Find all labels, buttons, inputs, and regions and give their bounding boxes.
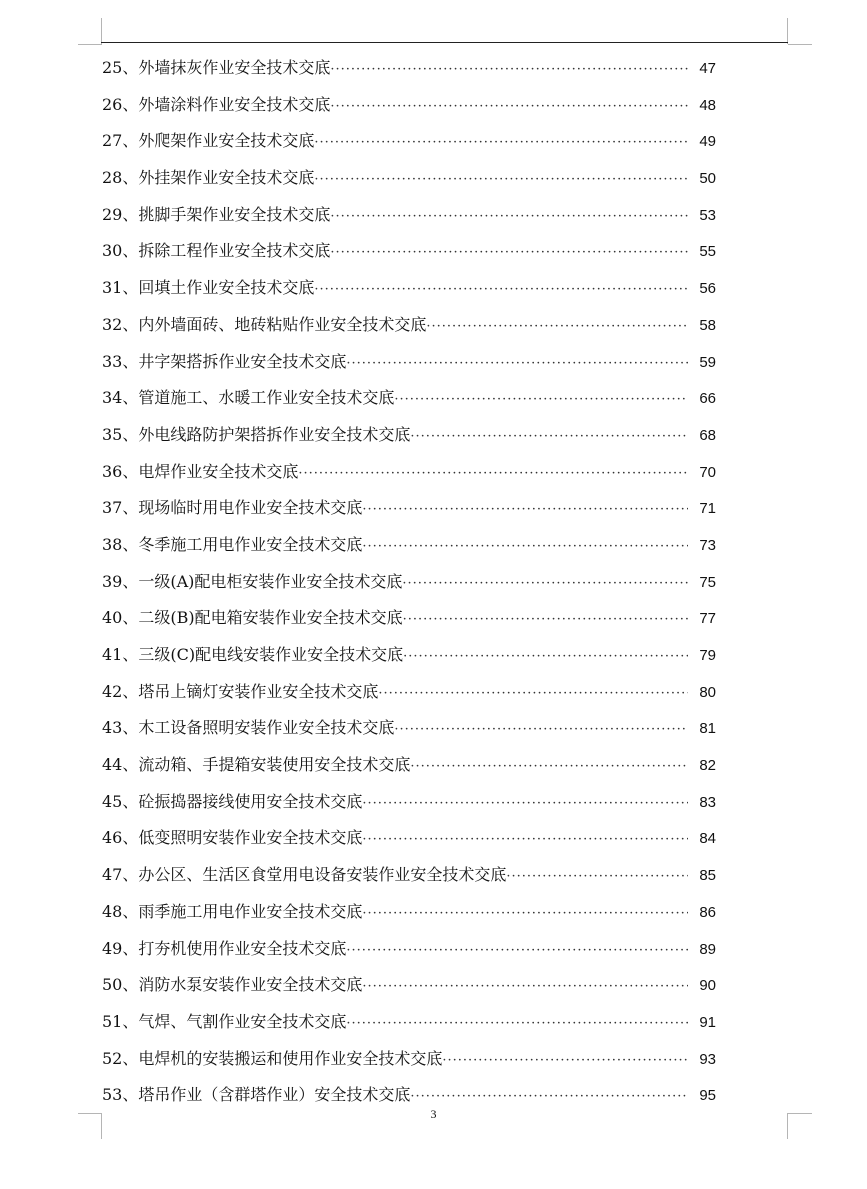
- header-rule: [101, 42, 788, 43]
- toc-entry[interactable]: [102, 747, 716, 784]
- toc-entry-title: 28、外挂架作业安全技术交底: [102, 168, 315, 188]
- toc-dot-leader: [394, 712, 688, 749]
- toc-entry-title: 39、一级(A)配电柜安装作业安全技术交底: [102, 571, 403, 591]
- crop-mark-top-right: [787, 18, 788, 44]
- toc-entry[interactable]: [102, 233, 716, 270]
- toc-dot-leader: [378, 676, 688, 713]
- toc-entry-page-number: 93: [699, 1050, 716, 1068]
- toc-entry-page-number: 58: [699, 316, 716, 334]
- toc-entry-page-number: 66: [699, 390, 716, 408]
- table-of-contents: [102, 50, 716, 1114]
- toc-entry-title: 32、内外墙面砖、地砖粘贴作业安全技术交底: [102, 314, 427, 334]
- toc-entry[interactable]: [102, 160, 716, 197]
- toc-dot-leader: [442, 1043, 688, 1080]
- toc-entry-page-number: 73: [699, 536, 716, 554]
- toc-entry-title: 52、电焊机的安装搬运和使用作业安全技术交底: [102, 1048, 443, 1068]
- toc-entry-title: 27、外爬架作业安全技术交底: [102, 131, 315, 151]
- crop-mark-top-left: [101, 18, 102, 44]
- toc-entry-page-number: 80: [699, 683, 716, 701]
- toc-entry-page-number: 53: [699, 206, 716, 224]
- toc-dot-leader: [402, 566, 688, 603]
- toc-entry-page-number: 89: [699, 940, 716, 958]
- toc-entry[interactable]: [102, 857, 716, 894]
- toc-dot-leader: [362, 786, 688, 823]
- toc-entry-title: 40、二级(B)配电箱安装作业安全技术交底: [102, 608, 403, 628]
- toc-dot-leader: [362, 529, 688, 566]
- toc-dot-leader: [314, 125, 688, 162]
- toc-entry-page-number: 70: [699, 463, 716, 481]
- toc-entry[interactable]: [102, 967, 716, 1004]
- toc-dot-leader: [314, 162, 688, 199]
- toc-entry-page-number: 91: [699, 1013, 716, 1031]
- toc-dot-leader: [410, 749, 688, 786]
- crop-mark-top-right: [788, 44, 812, 45]
- toc-entry-page-number: 86: [699, 903, 716, 921]
- toc-entry-title: 38、冬季施工用电作业安全技术交底: [102, 534, 363, 554]
- toc-entry-title: 47、办公区、生活区食堂用电设备安装作业安全技术交底: [102, 865, 507, 885]
- toc-entry-page-number: 48: [699, 96, 716, 114]
- toc-dot-leader: [426, 309, 688, 346]
- toc-entry-page-number: 90: [699, 977, 716, 995]
- toc-dot-leader: [330, 52, 688, 89]
- toc-entry-title: 25、外墙抹灰作业安全技术交底: [102, 58, 331, 77]
- toc-entry-title: 50、消防水泵安装作业安全技术交底: [102, 975, 363, 995]
- toc-entry-title: 30、拆除工程作业安全技术交底: [102, 241, 331, 261]
- toc-entry-title: 37、现场临时用电作业安全技术交底: [102, 498, 363, 518]
- toc-dot-leader: [362, 492, 688, 529]
- toc-entry[interactable]: [102, 197, 716, 234]
- toc-entry-title: 31、回填土作业安全技术交底: [102, 278, 315, 298]
- toc-dot-leader: [346, 346, 688, 383]
- toc-entry-page-number: 82: [699, 757, 716, 775]
- toc-entry-title: 49、打夯机使用作业安全技术交底: [102, 938, 347, 958]
- toc-entry-page-number: 49: [699, 133, 716, 151]
- toc-entry-title: 29、挑脚手架作业安全技术交底: [102, 204, 331, 224]
- toc-entry-page-number: 77: [699, 610, 716, 628]
- toc-entry[interactable]: [102, 894, 716, 931]
- toc-entry[interactable]: [102, 600, 716, 637]
- toc-entry[interactable]: [102, 307, 716, 344]
- toc-dot-leader: [362, 896, 688, 933]
- toc-dot-leader: [506, 859, 688, 896]
- toc-entry-page-number: 68: [699, 426, 716, 444]
- toc-entry-title: 45、砼振捣器接线使用安全技术交底: [102, 791, 363, 811]
- toc-entry-title: 34、管道施工、水暖工作业安全技术交底: [102, 388, 395, 408]
- toc-entry-title: 35、外电线路防护架搭拆作业安全技术交底: [102, 424, 411, 444]
- toc-entry[interactable]: [102, 87, 716, 124]
- toc-entry-page-number: 79: [699, 647, 716, 664]
- toc-entry-page-number: 47: [699, 60, 716, 77]
- toc-entry[interactable]: [102, 1004, 716, 1041]
- toc-entry-page-number: 85: [699, 867, 716, 885]
- toc-entry-page-number: 95: [699, 1087, 716, 1105]
- toc-entry-title: 44、流动箱、手提箱安装使用安全技术交底: [102, 755, 411, 775]
- toc-entry-title: 48、雨季施工用电作业安全技术交底: [102, 901, 363, 921]
- toc-dot-leader: [314, 272, 688, 309]
- toc-entry-title: 36、电焊作业安全技术交底: [102, 461, 299, 481]
- toc-entry[interactable]: [102, 710, 716, 747]
- toc-dot-leader: [394, 382, 688, 419]
- toc-entry-title: 26、外墙涂料作业安全技术交底: [102, 94, 331, 114]
- toc-entry-page-number: 81: [699, 720, 716, 738]
- toc-dot-leader: [346, 1006, 688, 1043]
- toc-entry-title: 42、塔吊上镝灯安装作业安全技术交底: [102, 681, 379, 701]
- toc-entry-page-number: 84: [699, 830, 716, 848]
- toc-dot-leader: [298, 456, 688, 493]
- toc-entry[interactable]: [102, 820, 716, 857]
- toc-entry[interactable]: [102, 564, 716, 601]
- toc-dot-leader: [330, 89, 688, 126]
- toc-entry[interactable]: [102, 417, 716, 454]
- toc-entry-page-number: 55: [699, 243, 716, 261]
- toc-entry[interactable]: [102, 1041, 716, 1078]
- toc-entry-title: 53、塔吊作业（含群塔作业）安全技术交底: [102, 1085, 411, 1105]
- toc-entry[interactable]: [102, 270, 716, 307]
- toc-entry-page-number: 83: [699, 793, 716, 811]
- toc-entry-title: 33、井字架搭拆作业安全技术交底: [102, 351, 347, 371]
- toc-entry[interactable]: [102, 380, 716, 417]
- toc-entry-page-number: 50: [699, 170, 716, 188]
- toc-dot-leader: [410, 419, 688, 456]
- toc-entry[interactable]: [102, 123, 716, 160]
- toc-entry-title: 41、三级(C)配电线安装作业安全技术交底: [102, 645, 404, 664]
- toc-entry[interactable]: [102, 50, 716, 87]
- toc-entry-title: 43、木工设备照明安装作业安全技术交底: [102, 718, 395, 738]
- toc-entry[interactable]: [102, 784, 716, 821]
- toc-dot-leader: [403, 602, 688, 639]
- toc-dot-leader: [362, 822, 688, 859]
- toc-dot-leader: [362, 969, 688, 1006]
- toc-entry[interactable]: [102, 637, 716, 674]
- toc-entry-title: 51、气焊、气割作业安全技术交底: [102, 1011, 347, 1031]
- toc-entry[interactable]: [102, 527, 716, 564]
- toc-entry[interactable]: [102, 674, 716, 711]
- crop-mark-top-left: [78, 44, 102, 45]
- toc-dot-leader: [346, 933, 688, 970]
- toc-entry-page-number: 75: [699, 573, 716, 591]
- toc-entry-page-number: 71: [699, 500, 716, 518]
- toc-entry[interactable]: [102, 454, 716, 491]
- toc-entry-page-number: 59: [699, 353, 716, 371]
- toc-dot-leader: [403, 639, 688, 676]
- toc-entry[interactable]: [102, 931, 716, 968]
- toc-entry[interactable]: [102, 344, 716, 381]
- toc-dot-leader: [330, 199, 688, 236]
- page-number: 3: [430, 1107, 437, 1121]
- toc-entry[interactable]: [102, 490, 716, 527]
- toc-dot-leader: [330, 235, 688, 272]
- toc-entry-title: 46、低变照明安装作业安全技术交底: [102, 828, 363, 848]
- toc-entry-page-number: 56: [699, 280, 716, 298]
